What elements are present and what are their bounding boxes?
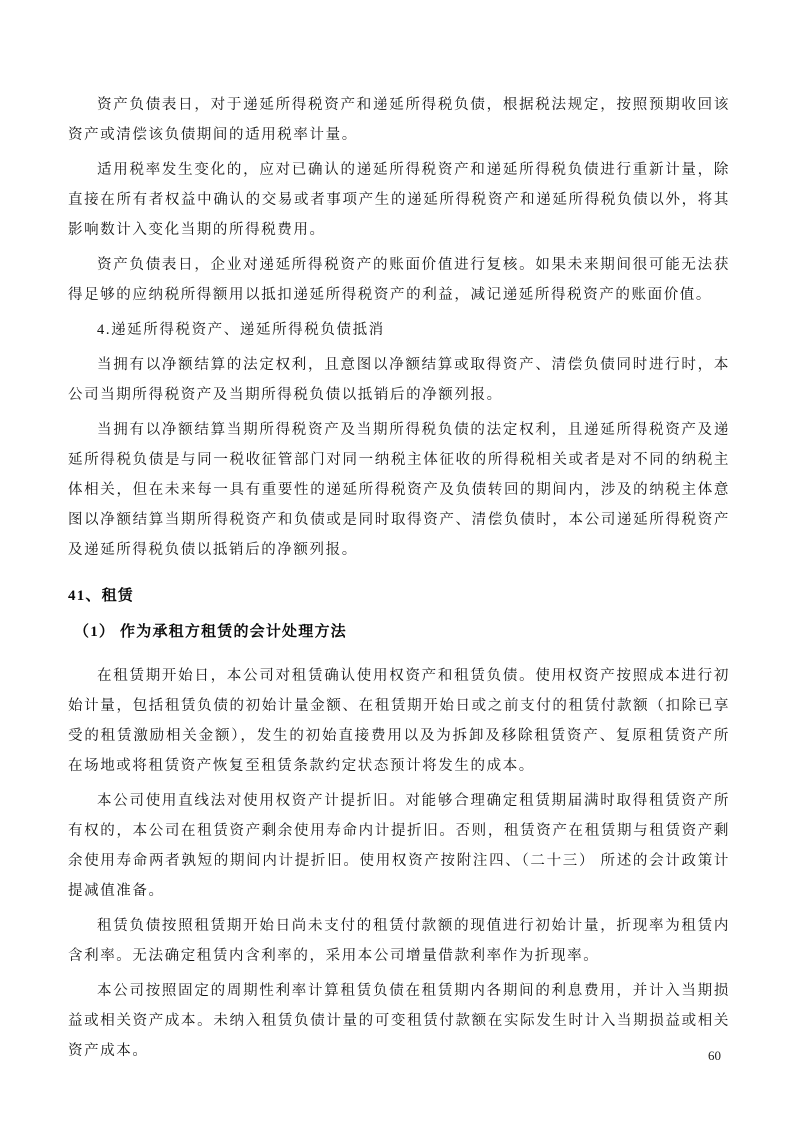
page-number: 60 xyxy=(708,1048,721,1063)
paragraph-lease-interest-expense: 本公司按照固定的周期性利率计算租赁负债在租赁期内各期间的利息费用，并计入当期损益或相关资产成本。未纳入租赁负债计量的可变租赁付款额在实际发生时计入当期损益或相关资产成本。 xyxy=(68,983,730,1059)
paragraph-net-settlement-current-tax: 当拥有以净额结算的法定权利，且意图以净额结算或取得资产、清偿负债同时进行时，本公司当期所得税资产及当期所得税负债以抵销后的净额列报。 xyxy=(68,357,730,403)
paragraph-lease-initial-measurement: 在租赁期开始日，本公司对租赁确认使用权资产和租赁负债。使用权资产按照成本进行初始计量，包括租赁负债的初始计量金额、在租赁期开始日或之前支付的租赁付款额（扣除已享受的租赁激励相关金额），发生的初始直接费用以及为拆卸及移除租赁资产、复原租赁资产所在场地或将租赁资产恢复至租赁条款约定状态预计将发生的成本。 xyxy=(68,668,730,774)
paragraph-deferred-tax-measurement: 资产负债表日，对于递延所得税资产和递延所得税负债，根据税法规定，按照预期收回该资产或清偿该负债期间的适用税率计量。 xyxy=(68,97,730,143)
numbered-item-deferred-tax-offset: 4.递延所得税资产、递延所得税负债抵消 xyxy=(97,322,385,338)
paragraph-tax-rate-change: 适用税率发生变化的，应对已确认的递延所得税资产和递延所得税负债进行重新计量，除直接在所有者权益中确认的交易或者事项产生的递延所得税资产和递延所得税负债以外，将其影响数计入变化当期的所得税费用。 xyxy=(68,162,730,238)
section-heading-41-lease: 41、租赁 xyxy=(68,588,135,604)
paragraph-lease-liability-discount-rate: 租赁负债按照租赁期开始日尚未支付的租赁付款额的现值进行初始计量，折现率为租赁内含利率。无法确定租赁内含利率的，采用本公司增量借款利率作为折现率。 xyxy=(68,918,730,964)
paragraph-net-settlement-deferred-tax: 当拥有以净额结算当期所得税资产及当期所得税负债的法定权利，且递延所得税资产及递延所得税负债是与同一税收征管部门对同一纳税主体征收的所得税相关或者是对不同的纳税主体相关，但在未来每一具有重要性的递延所得税资产及负债转回的期间内，涉及的纳税主体意图以净额结算当期所得税资产和负债或是同时取得资产、清偿负债时，本公司递延所得税资产及递延所得税负债以抵销后的净额列报。 xyxy=(68,422,730,558)
subsection-heading-lessee-accounting: （1） 作为承租方租赁的会计处理方法 xyxy=(74,624,347,640)
document-body xyxy=(68,90,730,1066)
paragraph-carrying-value-review: 资产负债表日，企业对递延所得税资产的账面价值进行复核。如果未来期间很可能无法获得足够的应纳税所得额用以抵扣递延所得税资产的利益，减记递延所得税资产的账面价值。 xyxy=(68,257,730,303)
paragraph-right-of-use-depreciation: 本公司使用直线法对使用权资产计提折旧。对能够合理确定租赁期届满时取得租赁资产所有权的，本公司在租赁资产剩余使用寿命内计提折旧。否则，租赁资产在租赁期与租赁资产剩余使用寿命两者孰短的期间内计提折旧。使用权资产按附注四、（二十三） 所述的会计政策计提减值准备。 xyxy=(68,793,730,899)
